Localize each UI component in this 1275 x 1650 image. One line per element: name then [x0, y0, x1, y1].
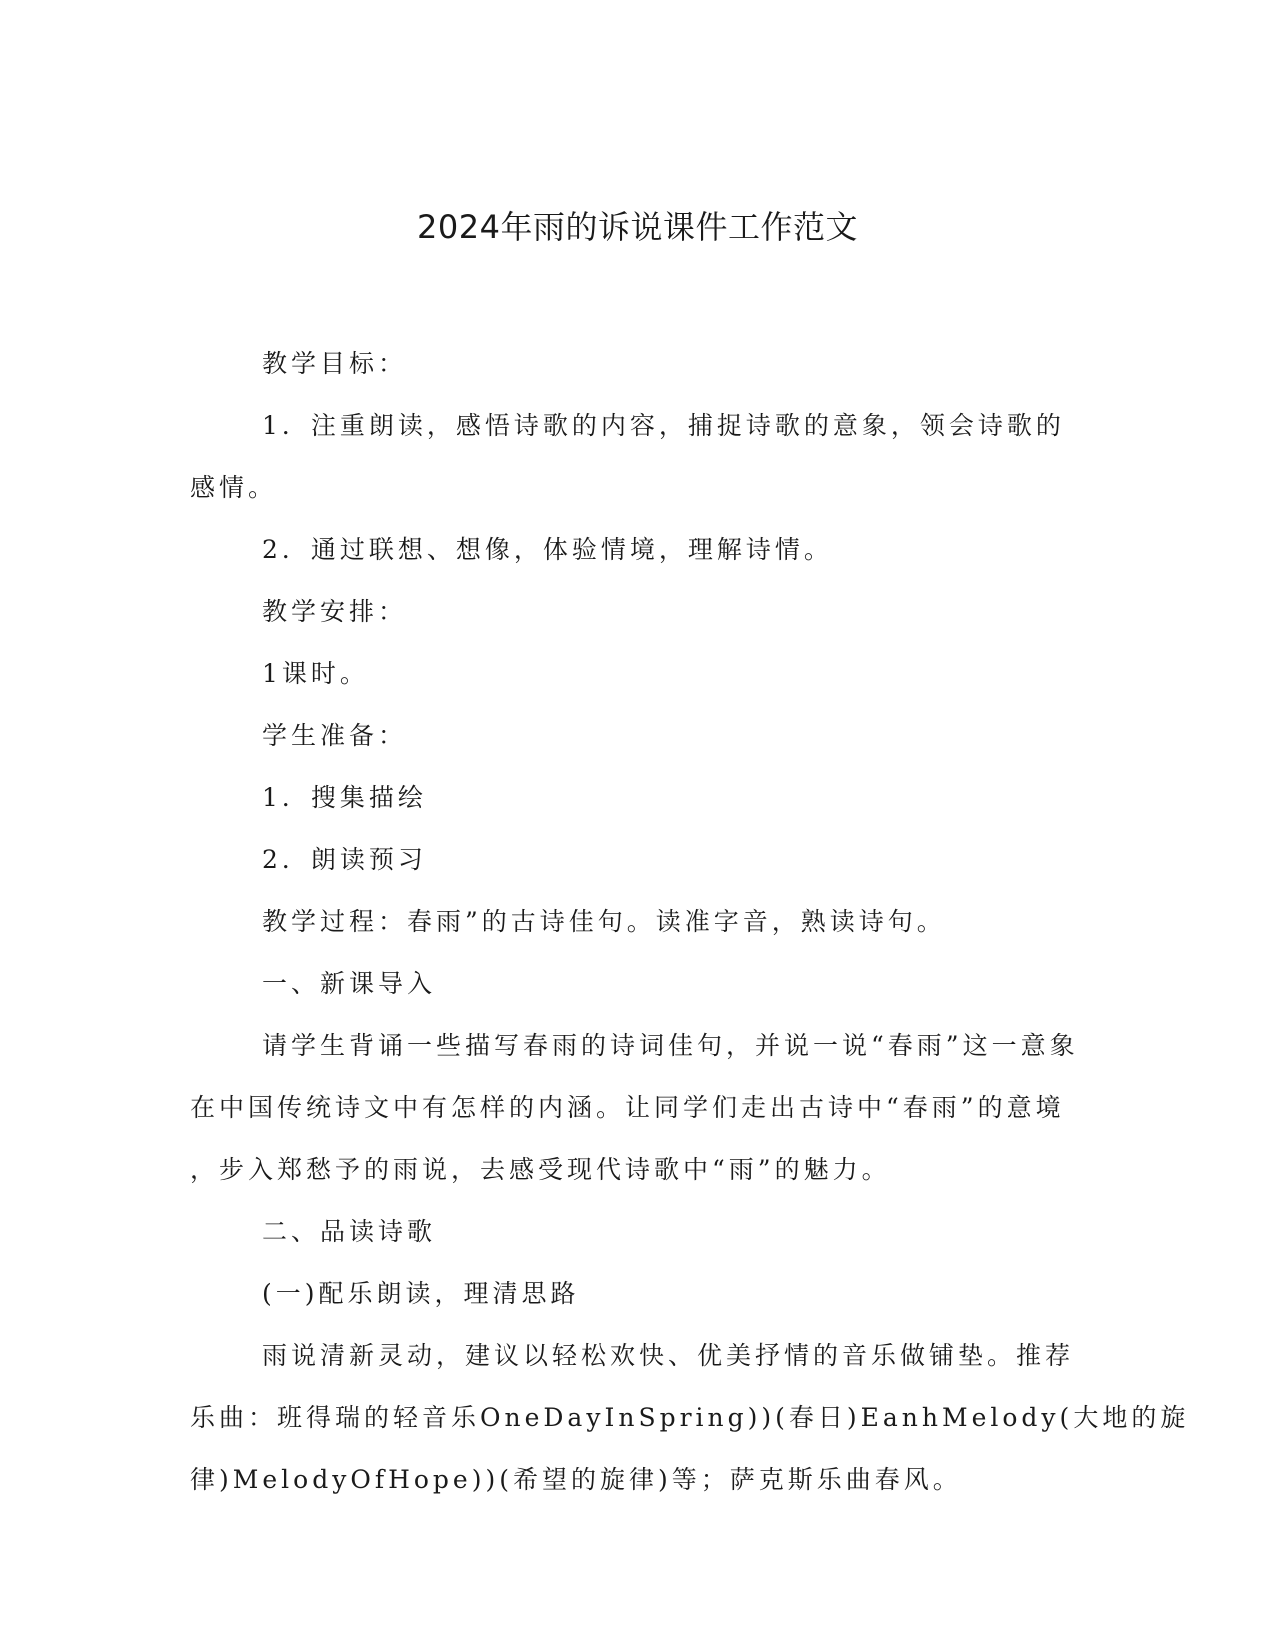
- document-title: 2024年雨的诉说课件工作范文: [417, 208, 858, 246]
- music-paragraph-line-2: 乐曲：班得瑞的轻音乐OneDayInSpring))(春日)EanhMelody(大地的旋: [190, 1403, 1190, 1432]
- goal-1-line-1: 1．注重朗读，感悟诗歌的内容，捕捉诗歌的意象，领会诗歌的: [262, 411, 1065, 440]
- music-paragraph-line-1: 雨说清新灵动，建议以轻松欢快、优美抒情的音乐做铺垫。推荐: [262, 1341, 1075, 1370]
- heading-student-preparation: 学生准备：: [262, 721, 408, 750]
- section-reading-poem: 二、品读诗歌: [262, 1217, 437, 1246]
- document-body: [190, 333, 1190, 1511]
- intro-paragraph-line-2: 在中国传统诗文中有怎样的内涵。让同学们走出古诗中“春雨”的意境: [190, 1093, 1065, 1122]
- teaching-process: 教学过程：春雨”的古诗佳句。读准字音，熟读诗句。: [262, 907, 946, 936]
- section-new-lesson-intro: 一、新课导入: [262, 969, 437, 998]
- intro-paragraph-line-3: ，步入郑愁予的雨说，去感受现代诗歌中“雨”的魅力。: [190, 1155, 891, 1184]
- goal-2: 2．通过联想、想像，体验情境，理解诗情。: [262, 535, 833, 564]
- subsection-music-reading: (一)配乐朗读，理清思路: [262, 1279, 580, 1308]
- preparation-2: 2．朗读预习: [262, 845, 427, 874]
- preparation-1: 1．搜集描绘: [262, 783, 427, 812]
- music-paragraph-line-3: 律)MelodyOfHope))(希望的旋律)等；萨克斯乐曲春风。: [190, 1465, 962, 1494]
- goal-1-line-2: 感情。: [190, 473, 278, 502]
- heading-teaching-arrangement: 教学安排：: [262, 597, 408, 626]
- class-hours: 1课时。: [262, 659, 369, 688]
- heading-teaching-goals: 教学目标：: [262, 349, 408, 378]
- intro-paragraph-line-1: 请学生背诵一些描写春雨的诗词佳句，并说一说“春雨”这一意象: [262, 1031, 1079, 1060]
